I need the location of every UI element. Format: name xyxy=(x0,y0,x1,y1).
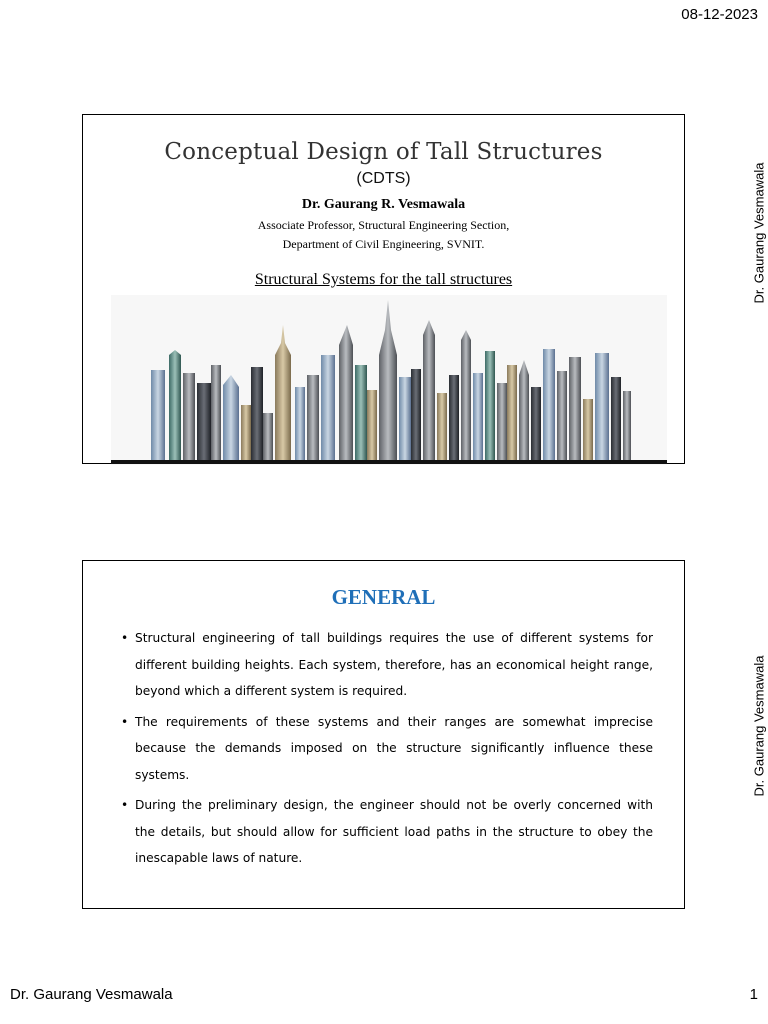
title-slide: Conceptual Design of Tall Structures (CDTS) Dr. Gaurang R. Vesmawala Associate Professor, Structural Engineering Section, Department of Civil Engineering, SVNIT. Structural Systems for the tall structures Dr. Gaurang Vesmawala xyxy=(82,114,685,464)
slide-title: Conceptual Design of Tall Structures xyxy=(164,139,603,165)
list-item: • During the preliminary design, the engineer should not be overly concerned with the details, but should allow for sufficient load paths in the structure to obey the inescapable laws of nature. xyxy=(121,798,653,865)
bullet-list xyxy=(121,625,653,876)
skyscraper-skyline-image xyxy=(111,295,667,465)
list-item: • The requirements of these systems and their ranges are somewhat imprecise because the demands imposed on the structure significantly influence these systems. xyxy=(121,714,653,782)
page-number: 1 xyxy=(749,986,758,1003)
footer-author: Dr. Gaurang Vesmawala xyxy=(10,986,173,1003)
affiliation-line-1: Associate Professor, Structural Engineering Section, xyxy=(257,218,510,232)
slide-heading: GENERAL xyxy=(331,585,436,609)
author-name: Dr. Gaurang R. Vesmawala xyxy=(301,197,466,212)
slide-abbreviation: (CDTS) xyxy=(356,170,411,187)
list-item: • Structural engineering of tall buildings requires the use of different systems for different building heights. Each system, therefore, has an economical height range, beyond which a different system is required. xyxy=(121,631,653,698)
affiliation-line-2: Department of Civil Engineering, SVNIT. xyxy=(282,237,485,251)
general-slide: GENERAL • Structural engineering of tall buildings requires the use of different systems for different building heights. Each system, therefore, has an economical height range, beyond which a different system is required. • The requirements of these systems and their ranges are somewhat imprecise because the demands imposed on the structure significantly influence these systems. • During the preliminary design, the engineer should not be overly concerned with the details, but should allow for sufficient load paths in the structure to obey the inescapable laws of nature. Dr. Gaurang Vesmawala xyxy=(82,560,685,909)
header-date: 08-12-2023 xyxy=(681,6,758,23)
slide-subtitle: Structural Systems for the tall structures xyxy=(254,271,513,288)
